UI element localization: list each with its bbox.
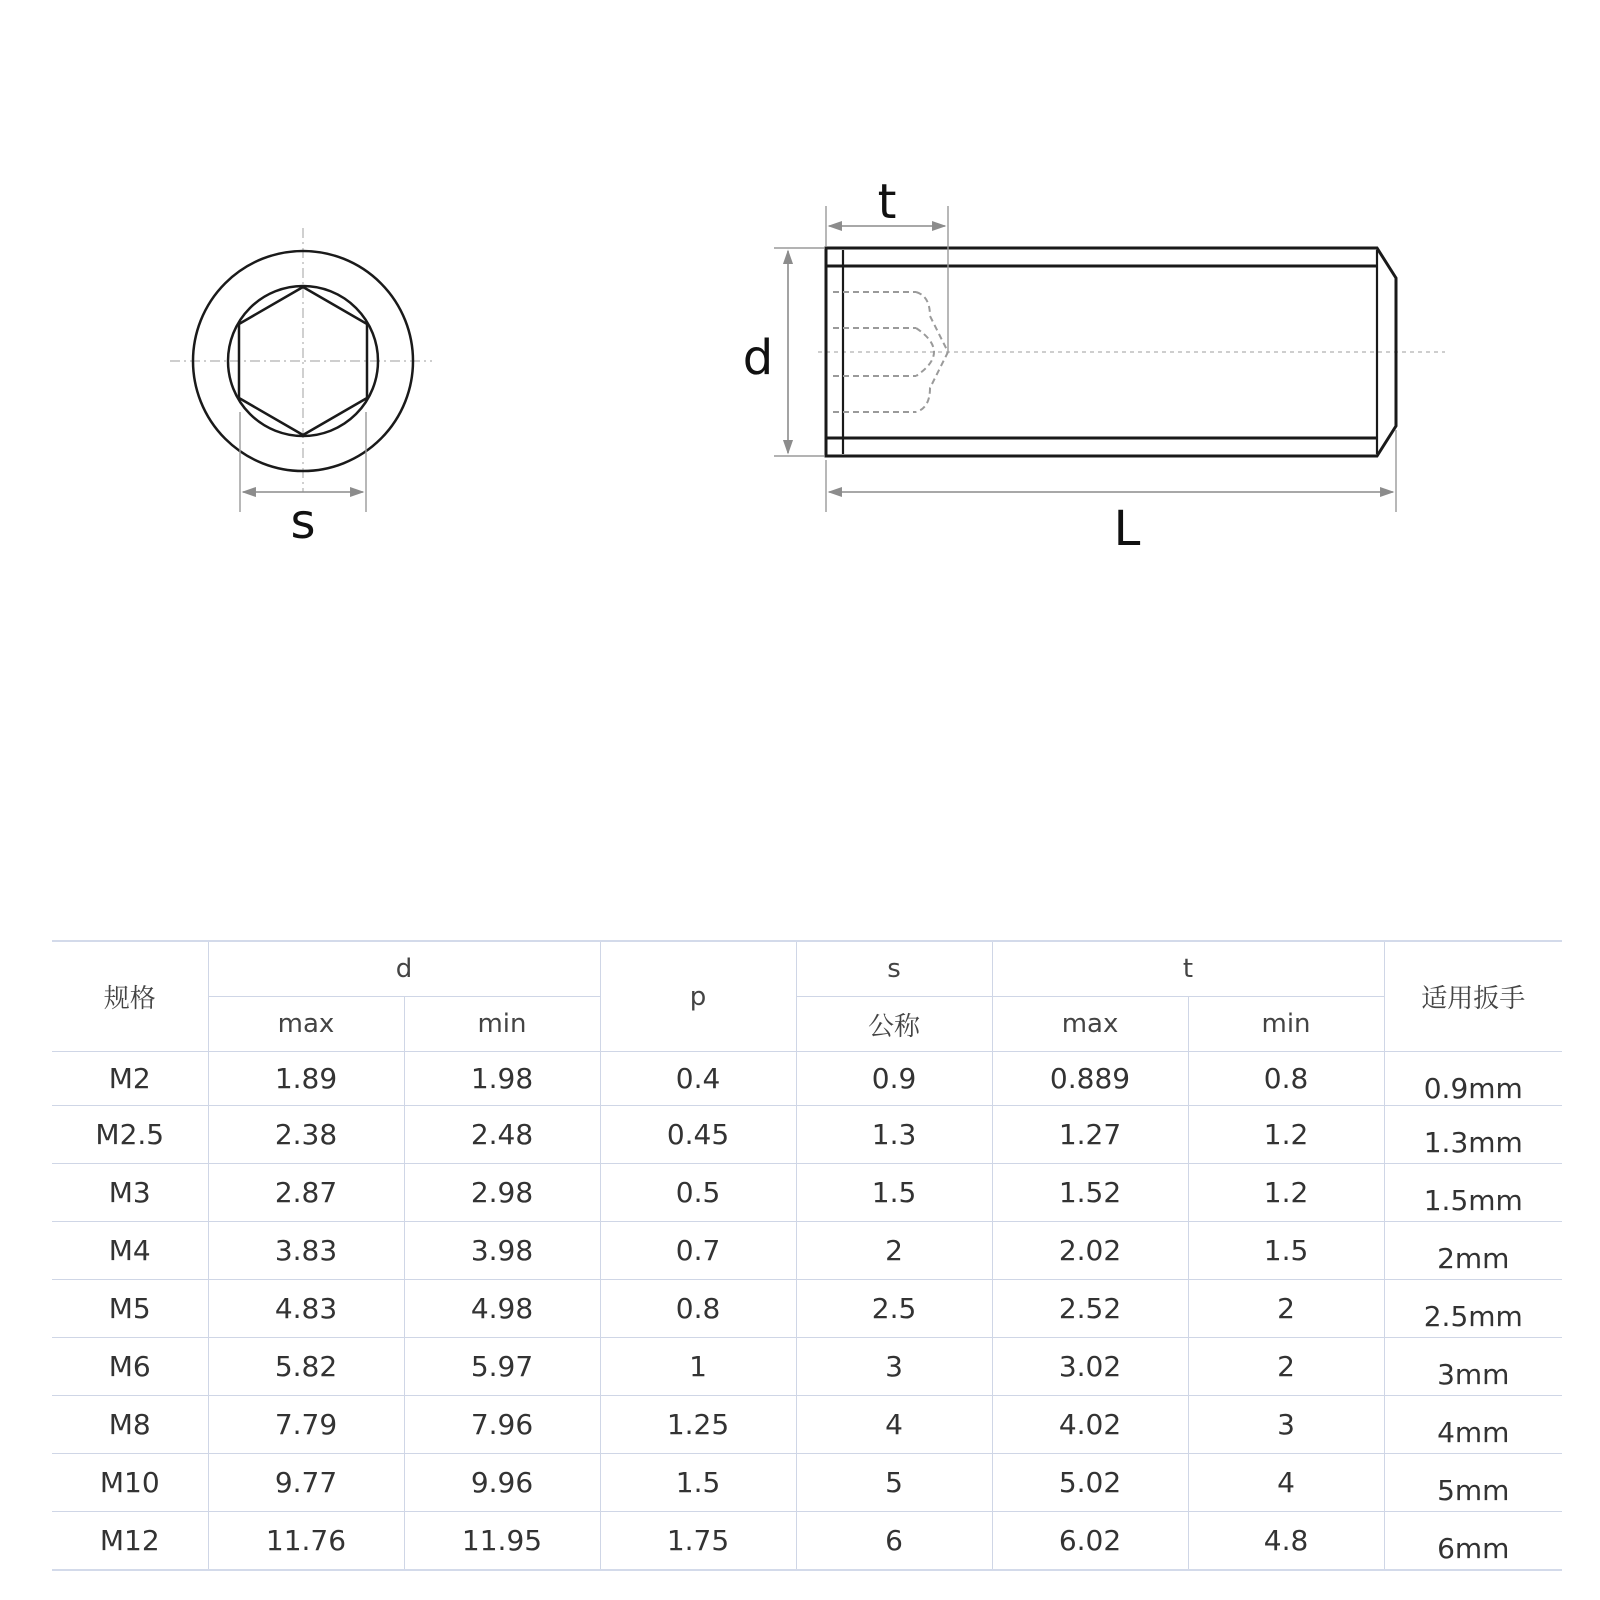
cell-p: 1.75 — [600, 1512, 796, 1571]
cell-p: 0.45 — [600, 1106, 796, 1164]
header-row-1 — [52, 941, 1562, 997]
cell-t-max: 6.02 — [992, 1512, 1188, 1571]
table-row — [52, 1338, 1562, 1396]
cell-t-max: 0.889 — [992, 1052, 1188, 1106]
cell-wrench: 3mm — [1384, 1338, 1562, 1396]
cell-spec: M6 — [52, 1338, 208, 1396]
cell-d-min: 2.98 — [404, 1164, 600, 1222]
cell-d-min: 7.96 — [404, 1396, 600, 1454]
cell-spec: M12 — [52, 1512, 208, 1571]
cell-t-min: 0.8 — [1188, 1052, 1384, 1106]
cell-p: 0.8 — [600, 1280, 796, 1338]
cell-p: 0.5 — [600, 1164, 796, 1222]
header-s-nominal: 公称 — [796, 997, 992, 1052]
cell-d-min: 2.48 — [404, 1106, 600, 1164]
header-p: p — [600, 941, 796, 1052]
cell-d-max: 2.87 — [208, 1164, 404, 1222]
cell-d-max: 7.79 — [208, 1396, 404, 1454]
header-t-max: max — [992, 997, 1188, 1052]
technical-drawing — [0, 0, 1600, 620]
cell-t-max: 3.02 — [992, 1338, 1188, 1396]
table-row — [52, 1280, 1562, 1338]
cell-t-max: 2.52 — [992, 1280, 1188, 1338]
cell-t-min: 4.8 — [1188, 1512, 1384, 1571]
table-row — [52, 1454, 1562, 1512]
end-view — [170, 228, 432, 550]
screw-body-outline — [826, 248, 1396, 456]
header-t: t — [992, 941, 1384, 997]
cell-d-max: 11.76 — [208, 1512, 404, 1571]
cell-s: 4 — [796, 1396, 992, 1454]
header-d-min: min — [404, 997, 600, 1052]
header-d-max: max — [208, 997, 404, 1052]
cell-s: 0.9 — [796, 1052, 992, 1106]
header-wrench: 适用扳手 — [1384, 941, 1562, 1052]
cell-spec: M2 — [52, 1052, 208, 1106]
cell-d-min: 1.98 — [404, 1052, 600, 1106]
cell-t-min: 1.2 — [1188, 1106, 1384, 1164]
label-d: d — [742, 330, 774, 386]
table-row — [52, 1512, 1562, 1571]
cell-d-min: 3.98 — [404, 1222, 600, 1280]
cell-p: 1 — [600, 1338, 796, 1396]
cell-wrench: 2.5mm — [1384, 1280, 1562, 1338]
cell-d-min: 11.95 — [404, 1512, 600, 1571]
cell-d-max: 5.82 — [208, 1338, 404, 1396]
cell-t-max: 2.02 — [992, 1222, 1188, 1280]
cell-t-min: 3 — [1188, 1396, 1384, 1454]
cell-d-max: 4.83 — [208, 1280, 404, 1338]
label-L: L — [1113, 501, 1141, 557]
cell-wrench: 4mm — [1384, 1396, 1562, 1454]
cell-wrench: 1.5mm — [1384, 1164, 1562, 1222]
table-row — [52, 1396, 1562, 1454]
cell-spec: M8 — [52, 1396, 208, 1454]
cell-t-max: 5.02 — [992, 1454, 1188, 1512]
table-row — [52, 1222, 1562, 1280]
cell-p: 1.25 — [600, 1396, 796, 1454]
cell-t-min: 1.2 — [1188, 1164, 1384, 1222]
cell-s: 2.5 — [796, 1280, 992, 1338]
cell-wrench: 2mm — [1384, 1222, 1562, 1280]
cell-d-min: 4.98 — [404, 1280, 600, 1338]
cell-d-max: 3.83 — [208, 1222, 404, 1280]
cell-spec: M10 — [52, 1454, 208, 1512]
side-view — [743, 174, 1445, 557]
cell-d-max: 9.77 — [208, 1454, 404, 1512]
cell-d-max: 2.38 — [208, 1106, 404, 1164]
table-row — [52, 1052, 1562, 1106]
cell-s: 1.5 — [796, 1164, 992, 1222]
cell-wrench: 1.3mm — [1384, 1106, 1562, 1164]
label-t: t — [877, 174, 897, 230]
cell-wrench: 6mm — [1384, 1512, 1562, 1571]
cell-t-min: 2 — [1188, 1338, 1384, 1396]
header-s: s — [796, 941, 992, 997]
header-spec: 规格 — [52, 941, 208, 1052]
cell-d-max: 1.89 — [208, 1052, 404, 1106]
cell-wrench: 5mm — [1384, 1454, 1562, 1512]
cell-p: 0.7 — [600, 1222, 796, 1280]
header-d: d — [208, 941, 600, 997]
cell-p: 1.5 — [600, 1454, 796, 1512]
cell-t-max: 1.27 — [992, 1106, 1188, 1164]
cell-s: 6 — [796, 1512, 992, 1571]
cell-s: 5 — [796, 1454, 992, 1512]
cell-wrench: 0.9mm — [1384, 1052, 1562, 1106]
cell-t-min: 2 — [1188, 1280, 1384, 1338]
table-row — [52, 1106, 1562, 1164]
cell-s: 2 — [796, 1222, 992, 1280]
cell-s: 3 — [796, 1338, 992, 1396]
cell-p: 0.4 — [600, 1052, 796, 1106]
cell-t-max: 4.02 — [992, 1396, 1188, 1454]
cell-spec: M5 — [52, 1280, 208, 1338]
cell-t-min: 1.5 — [1188, 1222, 1384, 1280]
header-row-2 — [52, 997, 1562, 1052]
cell-t-max: 1.52 — [992, 1164, 1188, 1222]
label-s: s — [290, 494, 316, 550]
table-row — [52, 1164, 1562, 1222]
cell-d-min: 5.97 — [404, 1338, 600, 1396]
cell-d-min: 9.96 — [404, 1454, 600, 1512]
cell-t-min: 4 — [1188, 1454, 1384, 1512]
cell-spec: M4 — [52, 1222, 208, 1280]
cell-spec: M3 — [52, 1164, 208, 1222]
cell-s: 1.3 — [796, 1106, 992, 1164]
spec-table — [52, 940, 1562, 1571]
cell-spec: M2.5 — [52, 1106, 208, 1164]
header-t-min: min — [1188, 997, 1384, 1052]
